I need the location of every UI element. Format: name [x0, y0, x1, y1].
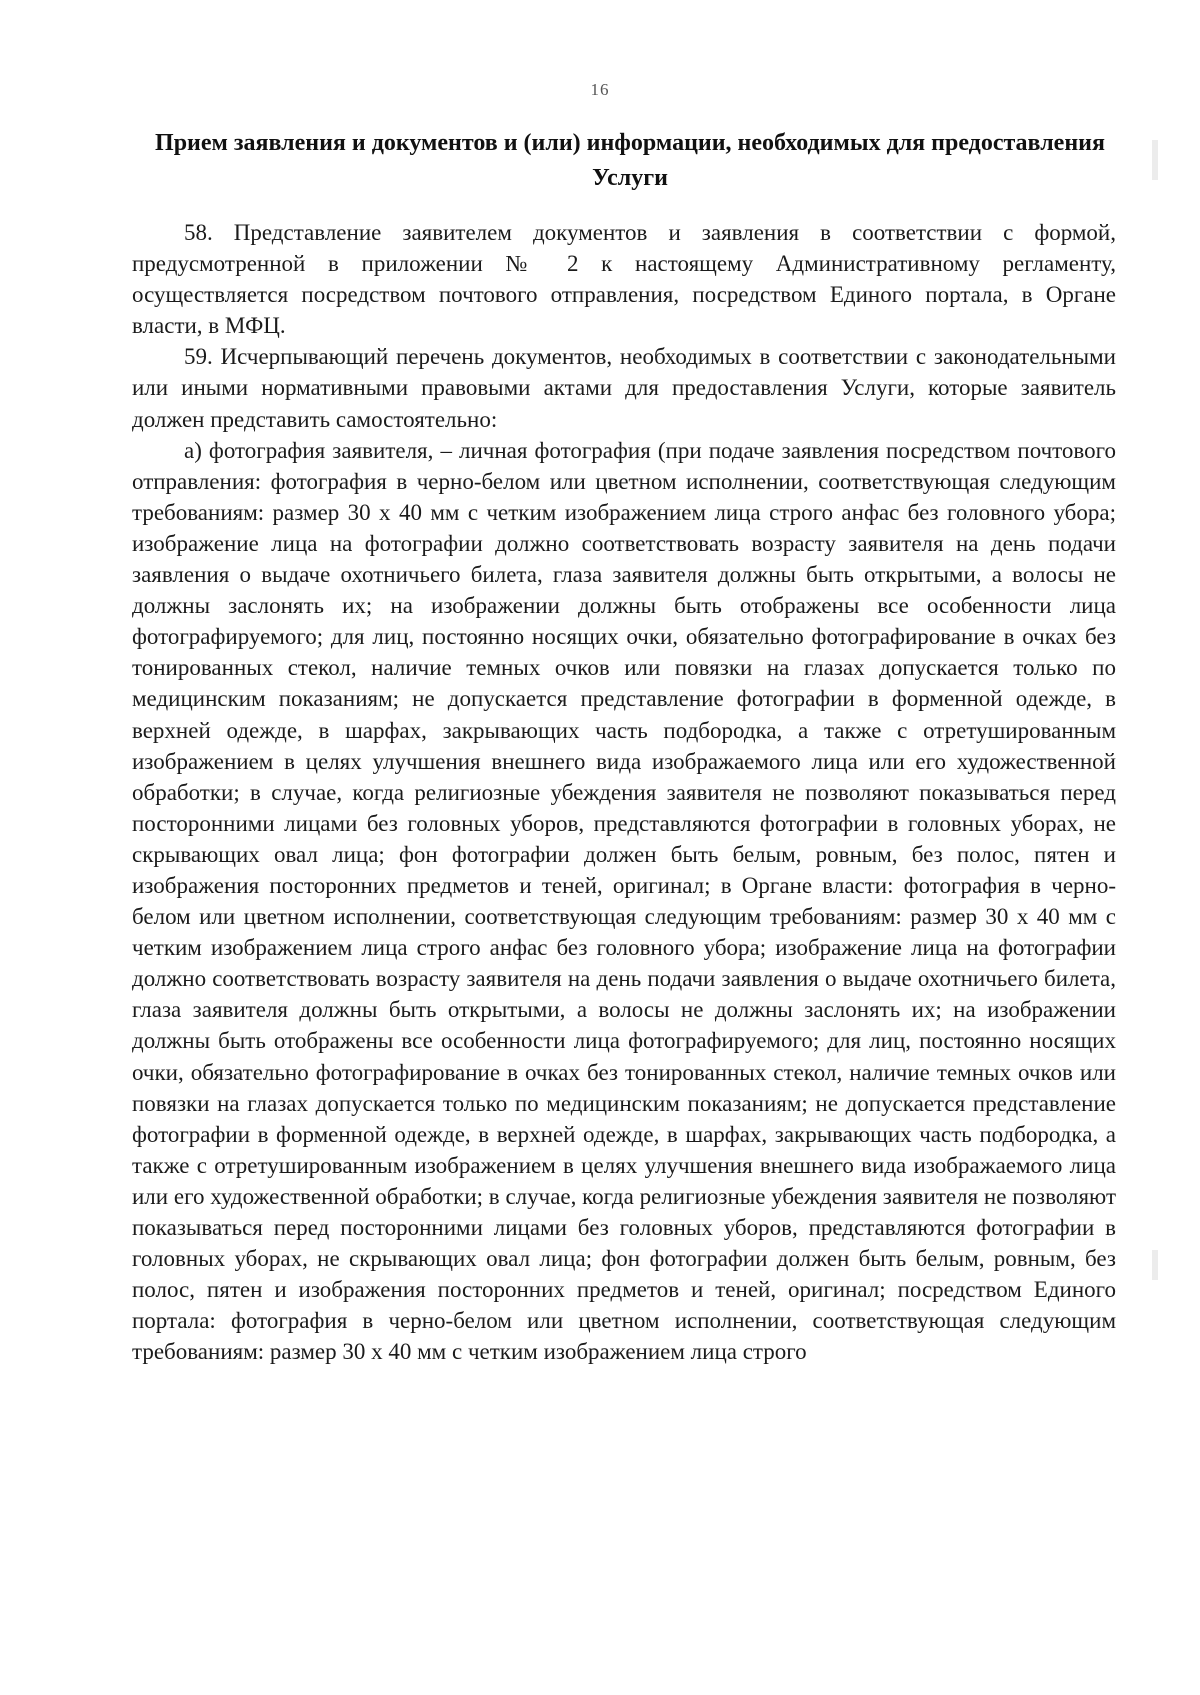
paragraph-59: 59. Исчерпывающий перечень документов, необходимых в соответствии с законодательными или иными нормативными правовыми актами для предоставления Услуги, которые заявитель должен представить самостоятельно: [132, 344, 1116, 432]
scan-edge-mark [1152, 1250, 1158, 1280]
section-heading: Прием заявления и документов и (или) информации, необходимых для предоставления Услуги [155, 130, 1105, 191]
paragraph-58: 58. Представление заявителем документов и заявления в соответствии с формой, предусмотренной в приложении № 2 к настоящему Административному регламенту, осуществляется посредством почтового отправления, посредством Единого портала, в Органе власти, в МФЦ. [132, 220, 1116, 339]
scan-edge-mark [1152, 140, 1158, 180]
document-body [132, 217, 1116, 1367]
page-number: 16 [590, 80, 610, 99]
paragraph-59-a: а) фотография заявителя, – личная фотография (при подаче заявления посредством почтового отправления: фотография в черно-белом или цветном исполнении, соответствующая следующим требованиям: размер 30 х 40 мм с четким изображением лица строго анфас без головного убора; изображение лица на фотографии должно соответствовать возрасту заявителя на день подачи заявления о выдаче охотничьего билета, глаза заявителя должны быть открытыми, а волосы не должны заслонять их; на изображении должны быть отображены все особенности лица фотографируемого; для лиц, постоянно носящих очки, обязательно фотографирование в очках без тонированных стекол, наличие темных очков или повязки на глазах допускается только по медицинским показаниям; не допускается представление фотографии в форменной одежде, в верхней одежде, в шарфах, закрывающих часть подбородка, а также с отретушированным изображением в целях улучшения внешнего вида изображаемого лица или его художественной обработки; в случае, когда религиозные убеждения заявителя не позволяют показываться перед посторонними лицами без головных уборов, представляются фотографии в головных уборах, не скрывающих овал лица; фон фотографии должен быть белым, ровным, без полос, пятен и изображения посторонних предметов и теней, оригинал; в Органе власти: фотография в черно-белом или цветном исполнении, соответствующая следующим требованиям: размер 30 х 40 мм с четким изображением лица строго анфас без головного убора; изображение лица на фотографии должно соответствовать возрасту заявителя на день подачи заявления о выдаче охотничьего билета, глаза заявителя должны быть открытыми, а волосы не должны заслонять их; на изображении должны быть отображены все особенности лица фотографируемого; для лиц, постоянно носящих очки, обязательно фотографирование в очках без тонированных стекол, наличие темных очков или повязки на глазах допускается только по медицинским показаниям; не допускается представление фотографии в форменной одежде, в верхней одежде, в шарфах, закрывающих часть подбородка, а также с отретушированным изображением в целях улучшения внешнего вида изображаемого лица или его художественной обработки; в случае, когда религиозные убеждения заявителя не позволяют показываться перед посторонними лицами без головных уборов, представляются фотографии в головных уборах, не скрывающих овал лица; фон фотографии должен быть белым, ровным, без полос, пятен и изображения посторонних предметов и теней, оригинал; посредством Единого портала: фотография в черно-белом или цветном исполнении, соответствующая следующим требованиям: размер 30 х 40 мм с четким изображением лица строго [132, 437, 1116, 1365]
